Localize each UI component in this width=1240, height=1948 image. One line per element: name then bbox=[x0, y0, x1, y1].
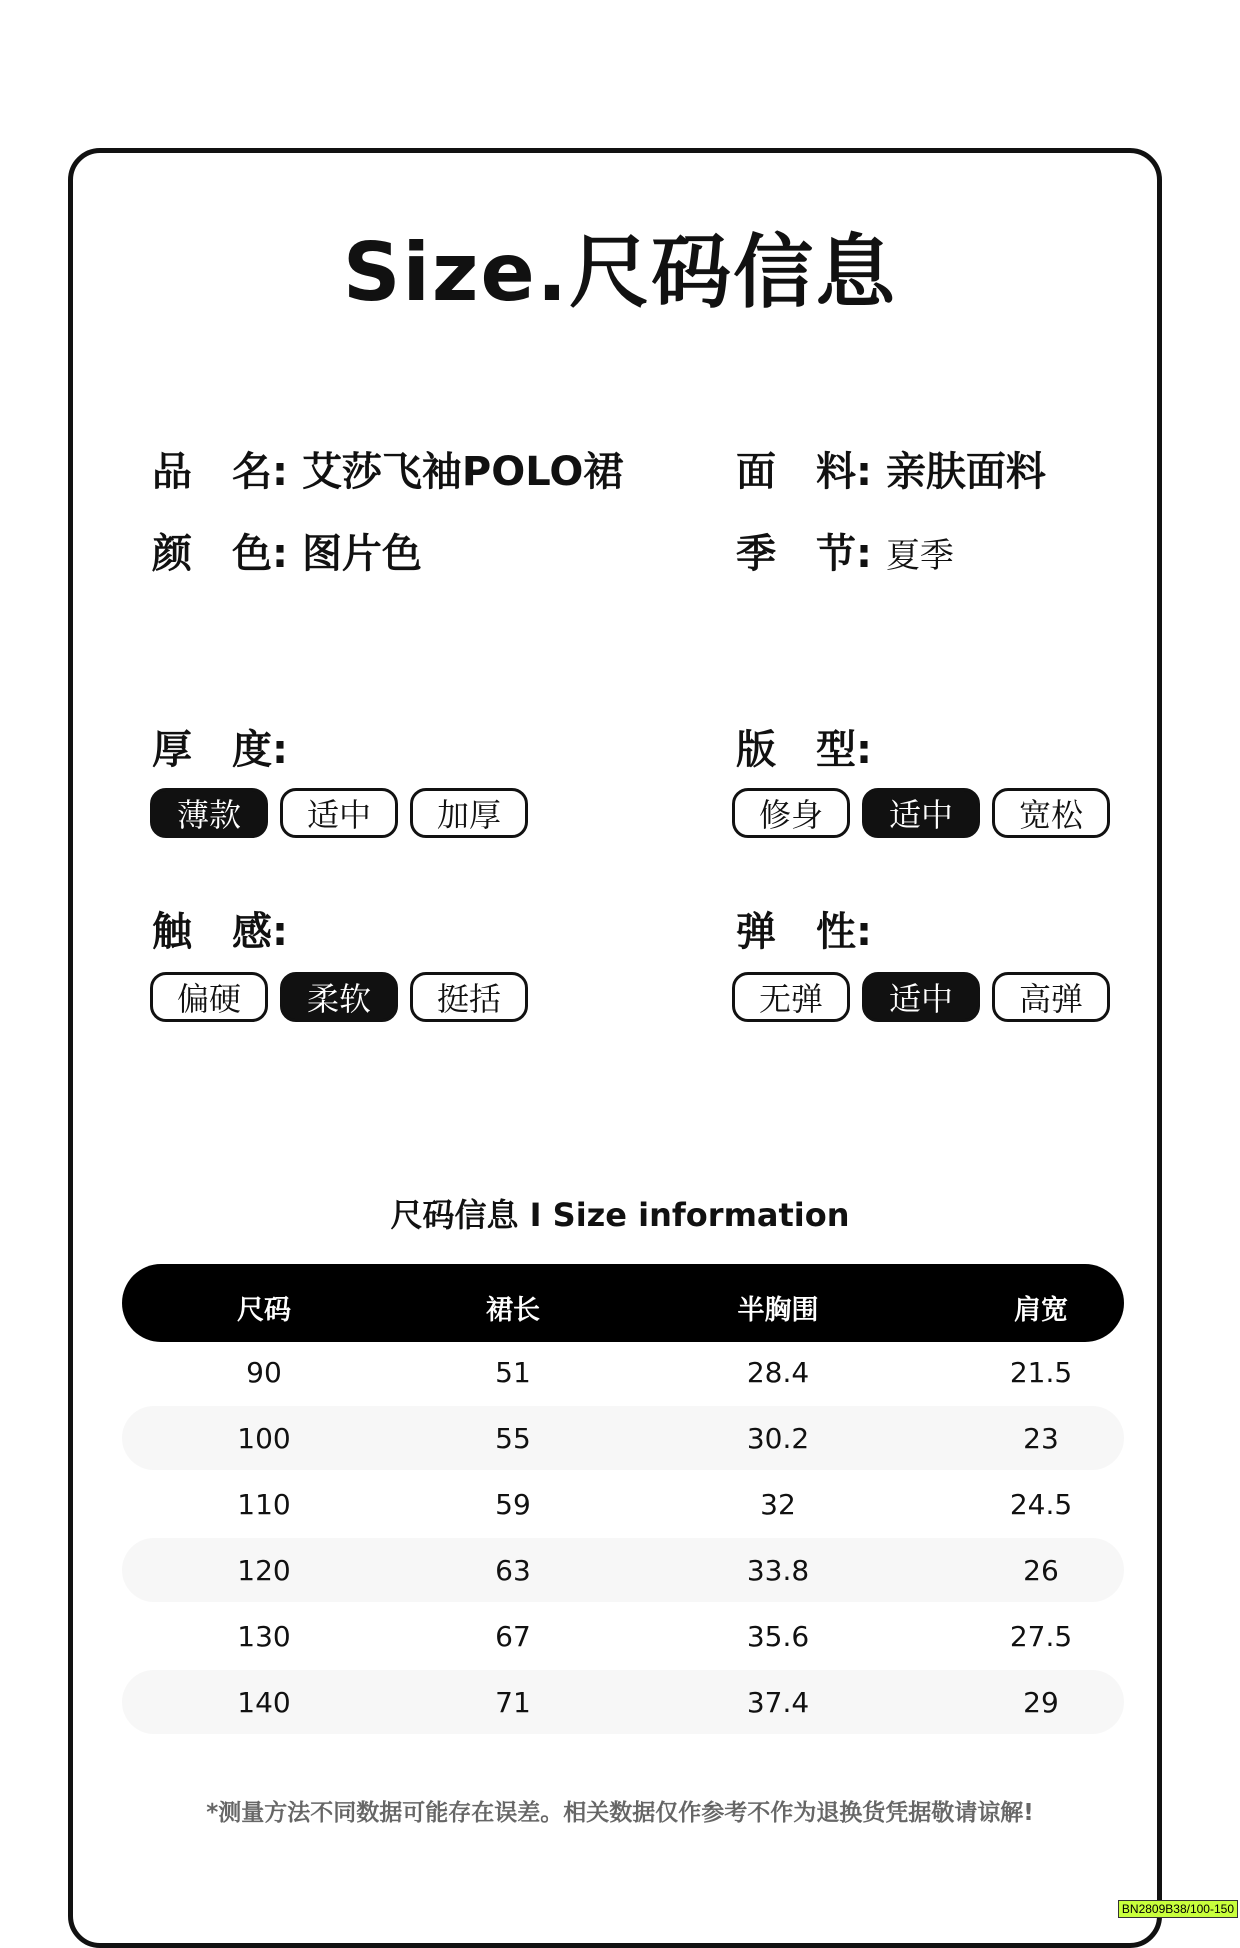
header-cell: 半胸围 bbox=[737, 1295, 819, 1326]
fit-option[interactable]: 适中 bbox=[862, 788, 980, 838]
season-line bbox=[736, 522, 954, 579]
table-cell: 29 bbox=[1023, 1686, 1059, 1719]
product-name-line bbox=[152, 440, 623, 497]
table-cell: 21.5 bbox=[1009, 1356, 1073, 1389]
season-value: 夏季 bbox=[885, 536, 954, 576]
table-cell: 59 bbox=[495, 1488, 531, 1521]
size-table-title: 尺码信息 I Size information bbox=[390, 1196, 850, 1234]
fabric-value: 亲肤面料 bbox=[885, 449, 1046, 495]
color-value: 图片色 bbox=[301, 531, 422, 577]
table-cell: 28.4 bbox=[746, 1356, 810, 1389]
table-cell: 37.4 bbox=[746, 1686, 810, 1719]
table-cell: 23 bbox=[1023, 1422, 1059, 1455]
header-cell: 肩宽 bbox=[1014, 1295, 1068, 1326]
thickness-option[interactable]: 加厚 bbox=[410, 788, 528, 838]
elasticity-option[interactable]: 无弹 bbox=[732, 972, 850, 1022]
table-cell: 100 bbox=[237, 1422, 291, 1455]
product-name-value: 艾莎飞袖POLO裙 bbox=[301, 449, 624, 495]
table-cell: 33.8 bbox=[746, 1554, 810, 1587]
feel-options bbox=[150, 972, 528, 1022]
thickness-options bbox=[150, 788, 528, 838]
feel-option[interactable]: 偏硬 bbox=[150, 972, 268, 1022]
thickness-option[interactable]: 薄款 bbox=[150, 788, 268, 838]
page-title: Size.尺码信息 bbox=[342, 226, 898, 319]
size-table-header bbox=[122, 1264, 1124, 1342]
feel-label: 触 感: bbox=[152, 909, 288, 955]
thickness-option[interactable]: 适中 bbox=[280, 788, 398, 838]
elasticity-label: 弹 性: bbox=[736, 909, 872, 955]
elasticity-option[interactable]: 高弹 bbox=[992, 972, 1110, 1022]
table-cell: 67 bbox=[495, 1620, 531, 1653]
fit-options bbox=[732, 788, 1110, 838]
product-name-label: 品 名: bbox=[152, 449, 288, 495]
table-cell: 24.5 bbox=[1009, 1488, 1073, 1521]
table-row bbox=[122, 1472, 1124, 1536]
table-cell: 71 bbox=[495, 1686, 531, 1719]
table-cell: 130 bbox=[237, 1620, 291, 1653]
table-cell: 26 bbox=[1023, 1554, 1059, 1587]
table-row bbox=[122, 1538, 1124, 1602]
fabric-line bbox=[736, 440, 1046, 497]
table-cell: 55 bbox=[495, 1422, 531, 1455]
header-cell: 裙长 bbox=[486, 1295, 540, 1326]
table-cell: 63 bbox=[495, 1554, 531, 1587]
table-cell: 90 bbox=[246, 1356, 282, 1389]
fit-option[interactable]: 宽松 bbox=[992, 788, 1110, 838]
thickness-label: 厚 度: bbox=[152, 727, 288, 773]
header-cell: 尺码 bbox=[237, 1295, 291, 1326]
fit-option[interactable]: 修身 bbox=[732, 788, 850, 838]
elasticity-option[interactable]: 适中 bbox=[862, 972, 980, 1022]
table-row bbox=[122, 1670, 1124, 1734]
fit-label: 版 型: bbox=[736, 727, 872, 773]
table-row bbox=[122, 1340, 1124, 1404]
table-cell: 140 bbox=[237, 1686, 291, 1719]
table-cell: 35.6 bbox=[746, 1620, 810, 1653]
feel-option[interactable]: 柔软 bbox=[280, 972, 398, 1022]
table-cell: 27.5 bbox=[1009, 1620, 1073, 1653]
table-cell: 51 bbox=[495, 1356, 531, 1389]
sku-tag: BN2809B38/100-150 bbox=[1118, 1900, 1238, 1918]
table-cell: 110 bbox=[237, 1488, 291, 1521]
color-line bbox=[152, 522, 422, 579]
disclaimer-note: *测量方法不同数据可能存在误差。相关数据仅作参考不作为退换货凭据敬请谅解! bbox=[206, 1800, 1034, 1826]
table-row bbox=[122, 1604, 1124, 1668]
table-cell: 32 bbox=[760, 1488, 796, 1521]
table-cell: 120 bbox=[237, 1554, 291, 1587]
color-label: 颜 色: bbox=[152, 531, 288, 577]
fabric-label: 面 料: bbox=[736, 449, 872, 495]
season-label: 季 节: bbox=[736, 531, 872, 577]
feel-option[interactable]: 挺括 bbox=[410, 972, 528, 1022]
elasticity-options bbox=[732, 972, 1110, 1022]
table-cell: 30.2 bbox=[746, 1422, 810, 1455]
table-row bbox=[122, 1406, 1124, 1470]
